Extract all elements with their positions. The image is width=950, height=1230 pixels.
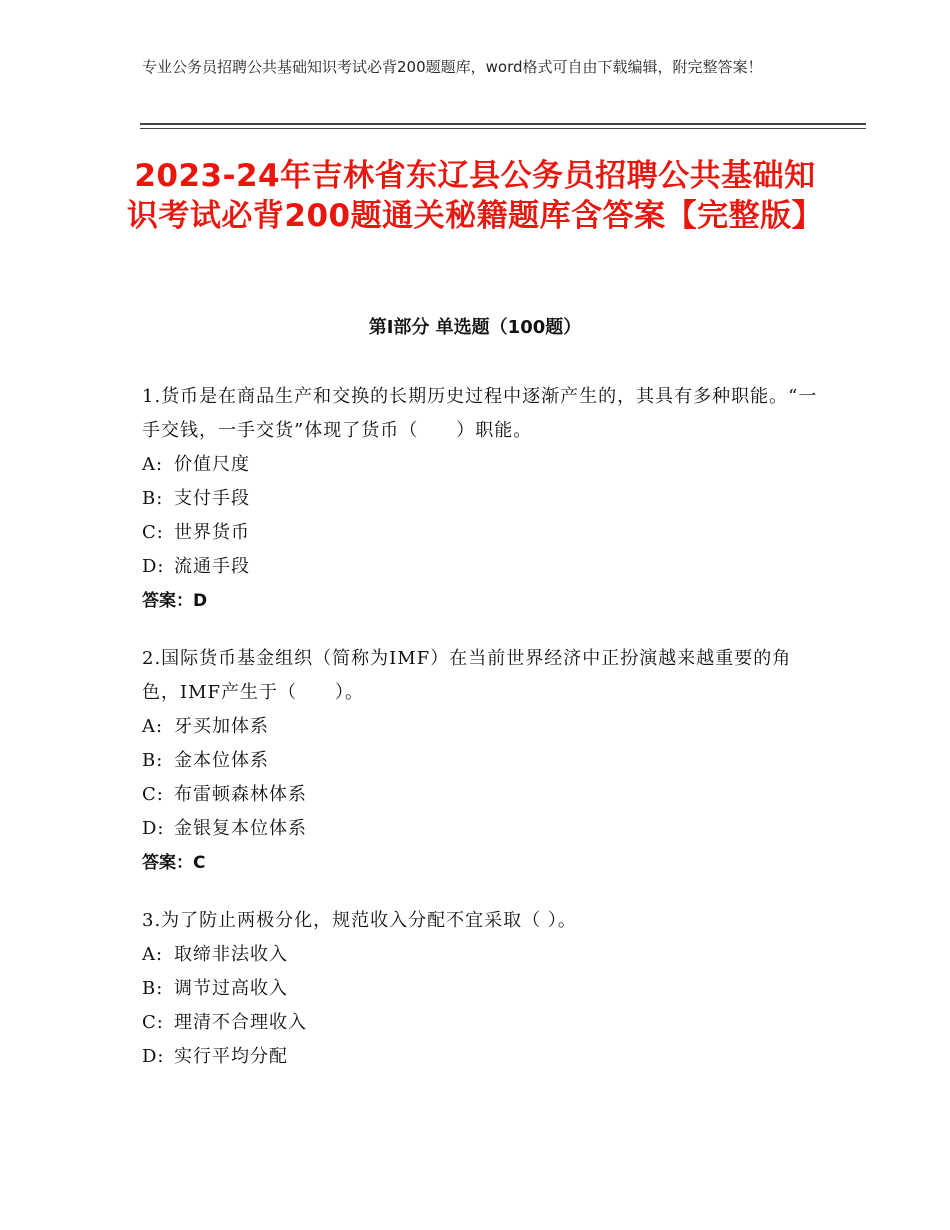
section-title: 第Ⅰ部分 单选题（100题） bbox=[368, 317, 582, 338]
option-text: 金银复本位体系 bbox=[174, 818, 307, 839]
question-text: 2.国际货币基金组织（简称为IMF）在当前世界经济中正扮演越来越重要的角色，IMF产生于（ ）。 bbox=[142, 648, 792, 703]
option-a bbox=[142, 710, 822, 744]
option-c bbox=[142, 1006, 822, 1040]
question-1 bbox=[142, 380, 822, 618]
option-d bbox=[142, 550, 822, 584]
option-a bbox=[142, 938, 822, 972]
option-text: 价值尺度 bbox=[174, 454, 250, 475]
question-text: 3.为了防止两极分化，规范收入分配不宜采取（ ）。 bbox=[142, 910, 577, 931]
option-c bbox=[142, 516, 822, 550]
answer: 答案：C bbox=[142, 853, 206, 873]
header-rule-thick bbox=[140, 123, 866, 125]
option-label: B: bbox=[142, 750, 164, 771]
option-label: C: bbox=[142, 784, 164, 805]
option-text: 调节过高收入 bbox=[174, 978, 288, 999]
option-text: 取缔非法收入 bbox=[174, 944, 288, 965]
option-d bbox=[142, 812, 822, 846]
option-label: C: bbox=[142, 1012, 164, 1033]
option-label: D: bbox=[142, 1046, 165, 1067]
answer: 答案：D bbox=[142, 591, 208, 611]
option-label: A: bbox=[142, 944, 164, 965]
option-text: 流通手段 bbox=[174, 556, 250, 577]
option-text: 世界货币 bbox=[174, 522, 250, 543]
question-2 bbox=[142, 642, 822, 880]
option-label: B: bbox=[142, 488, 164, 509]
option-b bbox=[142, 744, 822, 778]
question-list bbox=[142, 380, 822, 1098]
header-note: 专业公务员招聘公共基础知识考试必背200题题库，word格式可自由下载编辑，附完整答案！ bbox=[142, 58, 763, 76]
header-rule-thin bbox=[140, 128, 866, 129]
option-text: 支付手段 bbox=[174, 488, 250, 509]
option-text: 牙买加体系 bbox=[174, 716, 269, 737]
option-label: A: bbox=[142, 716, 164, 737]
option-text: 实行平均分配 bbox=[174, 1046, 288, 1067]
option-c bbox=[142, 778, 822, 812]
option-label: C: bbox=[142, 522, 164, 543]
option-text: 理清不合理收入 bbox=[174, 1012, 307, 1033]
option-text: 金本位体系 bbox=[174, 750, 269, 771]
option-label: D: bbox=[142, 556, 165, 577]
option-label: B: bbox=[142, 978, 164, 999]
option-d bbox=[142, 1040, 822, 1074]
option-label: D: bbox=[142, 818, 165, 839]
option-a bbox=[142, 448, 822, 482]
option-label: A: bbox=[142, 454, 164, 475]
document-title: 2023-24年吉林省东辽县公务员招聘公共基础知识考试必背200题通关秘籍题库含答案【完整版】 bbox=[126, 158, 824, 234]
option-text: 布雷顿森林体系 bbox=[174, 784, 307, 805]
question-3 bbox=[142, 904, 822, 1074]
question-text: 1.货币是在商品生产和交换的长期历史过程中逐渐产生的，其具有多种职能。“一手交钱，一手交货”体现了货币（ ）职能。 bbox=[142, 386, 818, 441]
option-b bbox=[142, 482, 822, 516]
option-b bbox=[142, 972, 822, 1006]
